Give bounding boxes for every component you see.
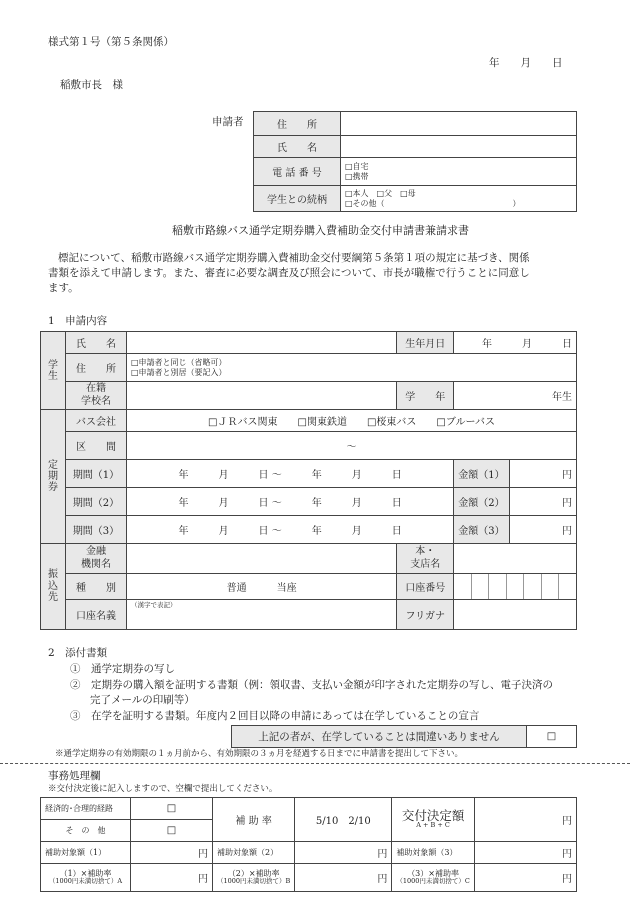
- relation-field[interactable]: [341, 186, 577, 212]
- office-table: [40, 797, 577, 892]
- label-account-number: 口座番号: [397, 574, 454, 600]
- applicant-name-field[interactable]: [341, 136, 577, 158]
- target-3-label: 補助対象額（3）: [392, 842, 475, 864]
- student-group-label: 学生: [41, 332, 66, 410]
- school-field[interactable]: [127, 382, 397, 410]
- applicant-address-field[interactable]: [341, 112, 577, 136]
- office-title: 事務処理欄: [48, 770, 101, 782]
- applicant-phone-field[interactable]: [341, 158, 577, 186]
- address-same-option[interactable]: □申請者と同じ（省略可）: [131, 357, 227, 367]
- label-furigana: フリガナ: [397, 600, 454, 630]
- declaration-table: [231, 725, 577, 748]
- label-student-address: 住 所: [66, 354, 127, 382]
- calc-2-label: （2）×補助率 （1000円未満切捨て）B: [213, 864, 295, 892]
- label-section: 区 間: [66, 432, 127, 460]
- target-1-label: 補助対象額（1）: [41, 842, 131, 864]
- bank-name-field[interactable]: [127, 544, 397, 574]
- account-holder-field[interactable]: （漢字で表記）: [127, 600, 397, 630]
- label-period-1: 期間（1）: [66, 460, 127, 488]
- pass-group-label: 定期券: [41, 410, 66, 544]
- section-1-title: 1 申請内容: [48, 315, 108, 327]
- amount-3-field[interactable]: 円: [509, 516, 576, 544]
- decision-label: 交付決定額 A + B + C: [392, 798, 475, 842]
- office-note: ※交付決定後に記入しますので、空欄で提出してください。: [48, 784, 278, 794]
- declaration-checkbox[interactable]: □: [527, 726, 577, 748]
- label-amount-3: 金額（3）: [454, 516, 509, 544]
- applicant-heading: 申請者: [212, 116, 244, 128]
- route-label: 経済的･合理的経路: [41, 798, 131, 820]
- birthdate-field[interactable]: 年 月 日: [454, 332, 577, 354]
- target-2-amount[interactable]: 円: [295, 842, 392, 864]
- declaration-text: 上記の者が、在学していることは間違いありません: [232, 726, 527, 748]
- period-3-field[interactable]: 年 月 日 〜 年 月 日: [127, 516, 454, 544]
- calc-1-amount[interactable]: 円: [131, 864, 213, 892]
- relation-options[interactable]: □本人 □父 □母: [345, 188, 416, 198]
- rate-label: 補 助 率: [213, 798, 295, 842]
- cut-line: [0, 763, 630, 764]
- attachment-3: ③ 在学を証明する書類。年度内２回目以降の申請にあっては在学していることの宣言: [70, 710, 480, 722]
- label-birthdate: 生年月日: [397, 332, 454, 354]
- route-checkbox[interactable]: □: [131, 798, 213, 820]
- target-3-amount[interactable]: 円: [474, 842, 576, 864]
- intro-line-2: 書類を添えて申請します。また、審査に必要な調査及び照会について、市長が職権で行うことに同意し: [48, 267, 530, 279]
- amount-1-field[interactable]: 円: [509, 460, 576, 488]
- label-school: 在籍 学校名: [66, 382, 127, 410]
- furigana-field[interactable]: [454, 600, 577, 630]
- phone-home-option[interactable]: □自宅: [345, 161, 369, 171]
- period-2-field[interactable]: 年 月 日 〜 年 月 日: [127, 488, 454, 516]
- label-branch: 本・ 支店名: [397, 544, 454, 574]
- label-name: 氏 名: [254, 136, 341, 158]
- label-period-3: 期間（3）: [66, 516, 127, 544]
- label-address: 住 所: [254, 112, 341, 136]
- application-table: [40, 331, 577, 630]
- calc-3-label: （3）×補助率 （1000円未満切捨て）C: [392, 864, 475, 892]
- label-bus-company: バス会社: [66, 410, 127, 432]
- section-field[interactable]: 〜: [127, 432, 577, 460]
- period-1-field[interactable]: 年 月 日 〜 年 月 日: [127, 460, 454, 488]
- calc-3-amount[interactable]: 円: [474, 864, 576, 892]
- intro-line-3: ます。: [48, 282, 79, 294]
- attachment-2: ② 定期券の購入額を証明する書類（例：領収書、支払い金額が印字された定期券の写し、電子決済の: [70, 679, 553, 691]
- label-account-holder: 口座名義: [66, 600, 127, 630]
- submission-note: ※通学定期券の有効期限の１ヵ月前から、有効期限の３ヵ月を経過する日までに申請書を提出して下さい。: [55, 749, 464, 759]
- document-title: 稲敷市路線バス通学定期券購入費補助金交付申請書兼請求書: [172, 224, 469, 237]
- label-account-type: 種 別: [66, 574, 127, 600]
- decision-amount[interactable]: 円: [474, 798, 576, 842]
- account-type-options[interactable]: 普通 当座: [127, 574, 397, 600]
- account-number-field[interactable]: [454, 574, 577, 600]
- label-grade: 学 年: [397, 382, 454, 410]
- label-relation: 学生との続柄: [254, 186, 341, 212]
- transfer-group-label: 振込先: [41, 544, 66, 630]
- student-name-field[interactable]: [127, 332, 397, 354]
- branch-field[interactable]: [454, 544, 577, 574]
- target-1-amount[interactable]: 円: [131, 842, 213, 864]
- label-period-2: 期間（2）: [66, 488, 127, 516]
- phone-mobile-option[interactable]: □携帯: [345, 171, 369, 181]
- addressee: 稲敷市長 様: [60, 79, 123, 91]
- target-2-label: 補助対象額（2）: [213, 842, 295, 864]
- student-address-field[interactable]: [127, 354, 577, 382]
- label-phone: 電 話 番 号: [254, 158, 341, 186]
- applicant-table: [253, 111, 577, 212]
- label-student-name: 氏 名: [66, 332, 127, 354]
- amount-2-field[interactable]: 円: [509, 488, 576, 516]
- address-separate-option[interactable]: □申請者と別居（要記入）: [131, 367, 227, 377]
- form-number: 様式第１号（第５条関係）: [48, 36, 174, 48]
- label-amount-2: 金額（2）: [454, 488, 509, 516]
- date-line: 年 月 日: [489, 57, 563, 69]
- label-amount-1: 金額（1）: [454, 460, 509, 488]
- attachment-1: ① 通学定期券の写し: [70, 663, 175, 675]
- intro-line-1: 標記について、稲敷市路線バス通学定期券購入費補助金交付要綱第５条第１項の規定に基づき、関係: [58, 252, 530, 264]
- calc-2-amount[interactable]: 円: [295, 864, 392, 892]
- section-2-title: 2 添付書類: [48, 647, 108, 659]
- bus-company-options[interactable]: □ＪＲバス関東 □関東鉄道 □桜東バス □ブルーバス: [127, 410, 577, 432]
- other-label: そ の 他: [41, 820, 131, 842]
- grade-field[interactable]: 年生: [454, 382, 577, 410]
- calc-1-label: （1）×補助率 （1000円未満切捨て）A: [41, 864, 131, 892]
- relation-other-option[interactable]: □その他（ ）: [345, 198, 521, 208]
- attachment-2-cont: 完了メールの印刷等）: [90, 694, 195, 706]
- other-checkbox[interactable]: □: [131, 820, 213, 842]
- rate-value: 5/10 2/10: [295, 798, 392, 842]
- label-bank: 金融 機関名: [66, 544, 127, 574]
